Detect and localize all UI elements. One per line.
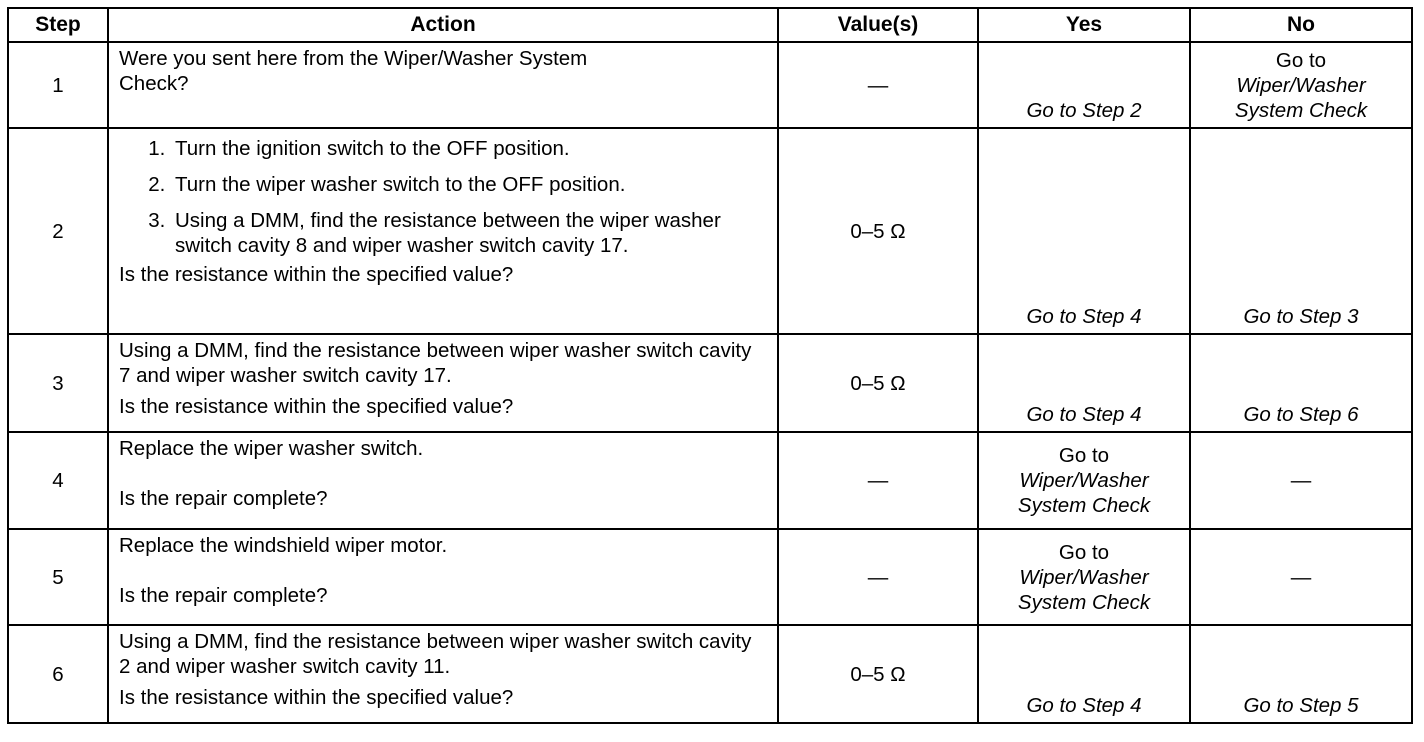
yes-cell bbox=[978, 625, 1190, 723]
value-cell: — bbox=[778, 432, 978, 529]
action-question: Is the resistance within the specified value? bbox=[119, 263, 514, 286]
action-text: Using a DMM, find the resistance between wiper washer switch cavity 2 and wiper washer switch cavity 11. bbox=[119, 630, 752, 678]
step-number: 5 bbox=[8, 529, 108, 625]
yes-result: Go to Step 2 bbox=[1026, 99, 1142, 122]
table-row bbox=[8, 128, 1412, 334]
yes-cell bbox=[978, 128, 1190, 334]
action-text: Replace the wiper washer switch. bbox=[119, 437, 424, 460]
action-cell bbox=[108, 625, 778, 723]
table-row bbox=[8, 529, 1412, 625]
table-row bbox=[8, 334, 1412, 432]
no-result: Go to Step 3 bbox=[1243, 305, 1359, 328]
action-text: Were you sent here from the Wiper/Washer System Check? bbox=[119, 47, 588, 95]
no-result: Go to Step 5 bbox=[1243, 694, 1359, 717]
header-action: Action bbox=[108, 8, 778, 42]
yes-prefix: Go to bbox=[1058, 444, 1110, 467]
step-number: 6 bbox=[8, 625, 108, 723]
value-cell: — bbox=[778, 42, 978, 128]
diagnostic-table-container bbox=[7, 7, 1413, 724]
yes-result: Go to Step 4 bbox=[1026, 694, 1142, 717]
no-cell bbox=[1190, 334, 1412, 432]
step-number: 1 bbox=[8, 42, 108, 128]
yes-result: Go to Step 4 bbox=[1026, 403, 1142, 426]
action-cell bbox=[108, 529, 778, 625]
action-question: Is the resistance within the specified value? bbox=[119, 395, 514, 418]
substep-item: 2. Turn the wiper washer switch to the OFF position. bbox=[171, 172, 767, 197]
yes-result: Wiper/Washer System Check bbox=[1017, 469, 1151, 517]
diagnostic-table bbox=[7, 7, 1413, 724]
value-cell: 0–5 Ω bbox=[778, 128, 978, 334]
step-number: 2 bbox=[8, 128, 108, 334]
table-row bbox=[8, 625, 1412, 723]
action-cell bbox=[108, 334, 778, 432]
yes-result: Wiper/Washer System Check bbox=[1017, 565, 1151, 614]
substep-item: 3. Using a DMM, find the resistance between the wiper washer switch cavity 8 and wiper washer switch cavity 17. bbox=[171, 208, 767, 258]
action-text: Replace the windshield wiper motor. bbox=[119, 534, 448, 557]
no-result: Go to Step 6 bbox=[1243, 403, 1359, 426]
table-row bbox=[8, 42, 1412, 128]
value-cell: 0–5 Ω bbox=[778, 625, 978, 723]
substep-item: 1. Turn the ignition switch to the OFF position. bbox=[171, 136, 767, 161]
yes-result: Go to Step 4 bbox=[1026, 305, 1142, 328]
action-cell bbox=[108, 432, 778, 529]
header-no: No bbox=[1190, 8, 1412, 42]
action-cell bbox=[108, 128, 778, 334]
header-step: Step bbox=[8, 8, 108, 42]
action-question: Is the resistance within the specified value? bbox=[119, 686, 514, 709]
header-row bbox=[8, 8, 1412, 42]
no-cell: — bbox=[1190, 432, 1412, 529]
no-cell: — bbox=[1190, 529, 1412, 625]
no-result: Wiper/Washer System Check bbox=[1234, 73, 1368, 122]
table-row bbox=[8, 432, 1412, 529]
value-cell: — bbox=[778, 529, 978, 625]
yes-cell bbox=[978, 529, 1190, 625]
yes-cell bbox=[978, 334, 1190, 432]
action-question: Is the repair complete? bbox=[119, 487, 328, 510]
value-cell: 0–5 Ω bbox=[778, 334, 978, 432]
yes-cell bbox=[978, 42, 1190, 128]
no-cell bbox=[1190, 625, 1412, 723]
action-text: Using a DMM, find the resistance between wiper washer switch cavity 7 and wiper washer switch cavity 17. bbox=[119, 339, 752, 387]
substep-list bbox=[119, 136, 767, 258]
action-question: Is the repair complete? bbox=[119, 584, 328, 607]
action-cell bbox=[108, 42, 778, 128]
yes-prefix: Go to bbox=[1058, 540, 1110, 564]
yes-cell bbox=[978, 432, 1190, 529]
step-number: 3 bbox=[8, 334, 108, 432]
no-prefix: Go to bbox=[1275, 48, 1327, 72]
step-number: 4 bbox=[8, 432, 108, 529]
no-cell bbox=[1190, 42, 1412, 128]
no-cell bbox=[1190, 128, 1412, 334]
header-values: Value(s) bbox=[778, 8, 978, 42]
header-yes: Yes bbox=[978, 8, 1190, 42]
